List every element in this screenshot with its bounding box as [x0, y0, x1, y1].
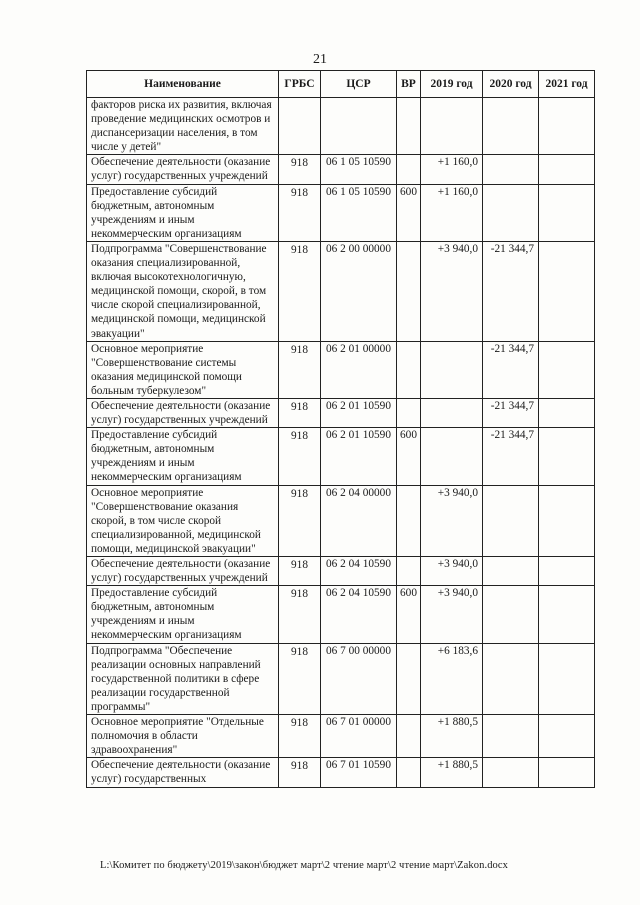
- cell-y2020: [483, 557, 539, 586]
- cell-csr: 06 2 01 00000: [321, 341, 397, 398]
- cell-name: Обеспечение деятельности (оказание услуг) государственных: [87, 758, 279, 787]
- table-row: [87, 715, 595, 758]
- cell-y2021: [539, 155, 595, 184]
- cell-name: Обеспечение деятельности (оказание услуг) государственных учреждений: [87, 155, 279, 184]
- cell-name: Подпрограмма "Обеспечение реализации основных направлений государственной политики в сфере реализации государственной программы": [87, 643, 279, 714]
- cell-y2020: -21 344,7: [483, 241, 539, 341]
- cell-csr: 06 2 04 10590: [321, 557, 397, 586]
- cell-grbs: 918: [279, 715, 321, 758]
- cell-y2019: +3 940,0: [421, 241, 483, 341]
- cell-name: Основное мероприятие "Совершенствование оказания скорой, в том числе скорой специализированной, медицинской помощи, медицинской эвакуации": [87, 485, 279, 556]
- cell-y2021: [539, 398, 595, 427]
- header-name: Наименование: [87, 71, 279, 98]
- cell-y2019: [421, 428, 483, 485]
- cell-csr: 06 7 01 10590: [321, 758, 397, 787]
- table-row: [87, 428, 595, 485]
- cell-name: Предоставление субсидий бюджетным, автономным учреждениям и иным некоммерческим организациям: [87, 428, 279, 485]
- cell-name: факторов риска их развития, включая проведение медицинских осмотров и диспансеризации населения, в том числе у детей": [87, 98, 279, 155]
- cell-csr: 06 2 01 10590: [321, 398, 397, 427]
- cell-grbs: 918: [279, 485, 321, 556]
- cell-name: Обеспечение деятельности (оказание услуг) государственных учреждений: [87, 557, 279, 586]
- cell-csr: 06 1 05 10590: [321, 155, 397, 184]
- cell-y2020: [483, 758, 539, 787]
- cell-y2019: +3 940,0: [421, 586, 483, 643]
- cell-name: Основное мероприятие "Совершенствование системы оказания медицинской помощи больным туберкулезом": [87, 341, 279, 398]
- cell-y2020: -21 344,7: [483, 398, 539, 427]
- file-path-footer: L:\Комитет по бюджету\2019\закон\бюджет март\2 чтение март\2 чтение март\Zakon.docx: [100, 860, 509, 871]
- cell-grbs: [279, 98, 321, 155]
- cell-grbs: 918: [279, 341, 321, 398]
- cell-y2021: [539, 428, 595, 485]
- cell-y2020: [483, 715, 539, 758]
- cell-y2019: +1 880,5: [421, 758, 483, 787]
- cell-y2021: [539, 341, 595, 398]
- cell-grbs: 918: [279, 557, 321, 586]
- table-row: [87, 557, 595, 586]
- table-row: [87, 184, 595, 241]
- cell-y2021: [539, 98, 595, 155]
- table-row: [87, 485, 595, 556]
- cell-vr: [397, 557, 421, 586]
- cell-csr: 06 2 00 00000: [321, 241, 397, 341]
- cell-y2019: [421, 341, 483, 398]
- cell-y2020: [483, 643, 539, 714]
- table-row: [87, 241, 595, 341]
- table-row: [87, 586, 595, 643]
- cell-y2019: +1 880,5: [421, 715, 483, 758]
- cell-name: Предоставление субсидий бюджетным, автономным учреждениям и иным некоммерческим организациям: [87, 184, 279, 241]
- cell-vr: [397, 758, 421, 787]
- cell-y2021: [539, 586, 595, 643]
- cell-vr: 600: [397, 184, 421, 241]
- table-row: [87, 758, 595, 787]
- header-vr: ВР: [397, 71, 421, 98]
- cell-y2021: [539, 241, 595, 341]
- cell-csr: 06 2 01 10590: [321, 428, 397, 485]
- cell-grbs: 918: [279, 184, 321, 241]
- table-row: [87, 643, 595, 714]
- cell-name: Обеспечение деятельности (оказание услуг) государственных учреждений: [87, 398, 279, 427]
- page-number: 21: [313, 52, 327, 67]
- header-2019: 2019 год: [421, 71, 483, 98]
- cell-grbs: 918: [279, 586, 321, 643]
- cell-name: Предоставление субсидий бюджетным, автономным учреждениям и иным некоммерческим организациям: [87, 586, 279, 643]
- cell-y2020: [483, 184, 539, 241]
- cell-csr: [321, 98, 397, 155]
- cell-y2019: +6 183,6: [421, 643, 483, 714]
- cell-vr: [397, 341, 421, 398]
- cell-grbs: 918: [279, 155, 321, 184]
- cell-y2019: +1 160,0: [421, 155, 483, 184]
- table-row: [87, 98, 595, 155]
- cell-vr: [397, 241, 421, 341]
- cell-y2019: +1 160,0: [421, 184, 483, 241]
- header-csr: ЦСР: [321, 71, 397, 98]
- cell-vr: [397, 155, 421, 184]
- header-grbs: ГРБС: [279, 71, 321, 98]
- cell-vr: 600: [397, 428, 421, 485]
- cell-y2019: +3 940,0: [421, 557, 483, 586]
- cell-name: Подпрограмма "Совершенствование оказания специализированной, включая высокотехнологичную, медицинской помощи, скорой, в том числе скорой специализированной, медицинской помощи, медицинской эвакуации": [87, 241, 279, 341]
- cell-grbs: 918: [279, 428, 321, 485]
- cell-csr: 06 1 05 10590: [321, 184, 397, 241]
- table-row: [87, 155, 595, 184]
- cell-grbs: 918: [279, 758, 321, 787]
- cell-y2020: -21 344,7: [483, 428, 539, 485]
- cell-y2019: +3 940,0: [421, 485, 483, 556]
- header-row: [87, 71, 595, 98]
- cell-vr: 600: [397, 586, 421, 643]
- cell-y2021: [539, 643, 595, 714]
- cell-y2019: [421, 98, 483, 155]
- cell-y2021: [539, 758, 595, 787]
- cell-y2021: [539, 715, 595, 758]
- cell-vr: [397, 98, 421, 155]
- cell-y2020: [483, 155, 539, 184]
- cell-y2021: [539, 485, 595, 556]
- cell-csr: 06 7 00 00000: [321, 643, 397, 714]
- cell-name: Основное мероприятие "Отдельные полномочия в области здравоохранения": [87, 715, 279, 758]
- cell-vr: [397, 485, 421, 556]
- table-row: [87, 398, 595, 427]
- cell-y2020: [483, 586, 539, 643]
- cell-vr: [397, 398, 421, 427]
- cell-csr: 06 2 04 10590: [321, 586, 397, 643]
- cell-grbs: 918: [279, 398, 321, 427]
- cell-y2020: -21 344,7: [483, 341, 539, 398]
- cell-y2020: [483, 98, 539, 155]
- cell-y2021: [539, 557, 595, 586]
- cell-vr: [397, 643, 421, 714]
- cell-csr: 06 2 04 00000: [321, 485, 397, 556]
- cell-y2019: [421, 398, 483, 427]
- cell-y2020: [483, 485, 539, 556]
- table-row: [87, 341, 595, 398]
- cell-vr: [397, 715, 421, 758]
- budget-table: [86, 70, 595, 788]
- cell-grbs: 918: [279, 241, 321, 341]
- cell-csr: 06 7 01 00000: [321, 715, 397, 758]
- header-2020: 2020 год: [483, 71, 539, 98]
- cell-y2021: [539, 184, 595, 241]
- cell-grbs: 918: [279, 643, 321, 714]
- header-2021: 2021 год: [539, 71, 595, 98]
